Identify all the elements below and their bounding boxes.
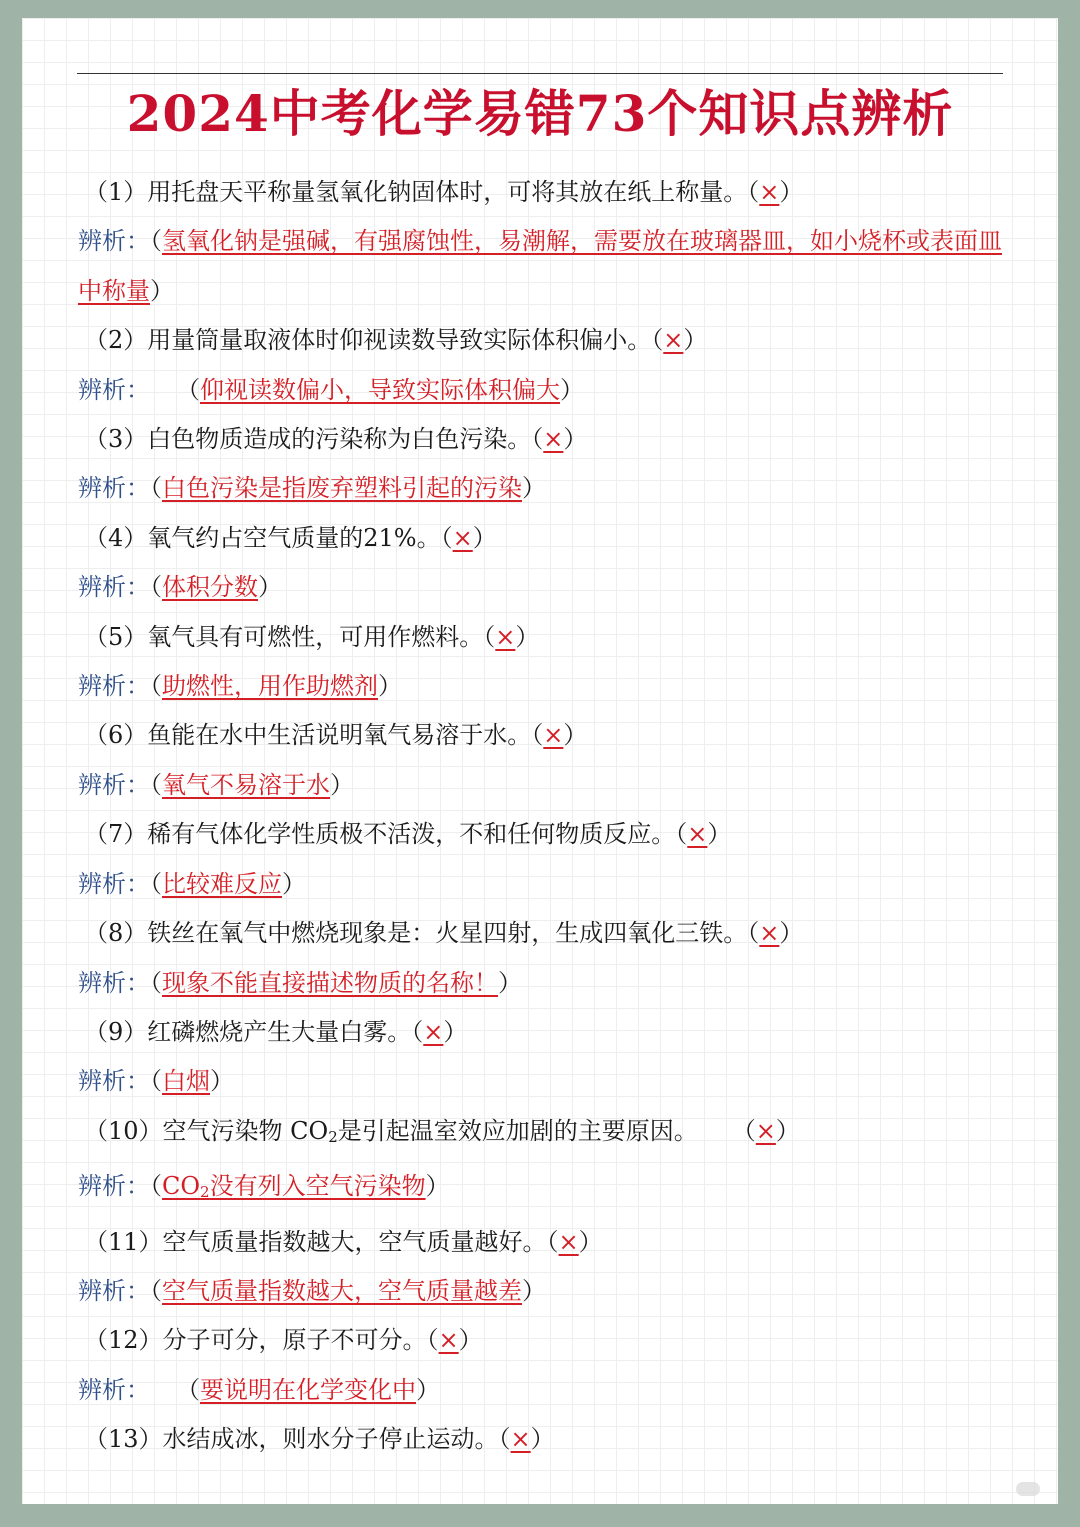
analysis-10: 辨析：（$CO_2$没有列入空气污染物） bbox=[78, 1172, 450, 1202]
analysis-12: 辨析： （要说明在化学变化中） bbox=[78, 1375, 440, 1404]
wrong-mark: × bbox=[510, 1425, 531, 1454]
wrong-mark: × bbox=[663, 326, 684, 355]
wrong-mark: × bbox=[423, 1017, 444, 1046]
question-10: （10）空气污染物 $CO_2$是引起温室效应加剧的主要原因。 （×） bbox=[84, 1116, 800, 1146]
question-4: （4）氧气约占空气质量的21%。（×） bbox=[84, 523, 497, 552]
wrong-mark: × bbox=[438, 1326, 459, 1355]
wrong-mark: × bbox=[558, 1227, 579, 1256]
question-8: （8）铁丝在氧气中燃烧现象是：火星四射，生成四氧化三铁。（×） bbox=[84, 919, 804, 948]
analysis-4: 辨析：（体积分数） bbox=[78, 573, 282, 602]
analysis-9: 辨析：（白烟） bbox=[78, 1067, 234, 1096]
analysis-7: 辨析：（比较难反应） bbox=[78, 869, 306, 898]
analysis-2: 辨析： （仰视读数偏小，导致实际体积偏大） bbox=[78, 375, 584, 404]
question-13: （13）水结成冰，则水分子停止运动。（×） bbox=[84, 1425, 555, 1454]
wrong-mark: × bbox=[687, 820, 708, 849]
analysis-11: 辨析：（空气质量指数越大，空气质量越差） bbox=[78, 1276, 546, 1305]
wrong-mark: × bbox=[755, 1116, 776, 1145]
question-1: （1）用托盘天平称量氢氧化钠固体时，可将其放在纸上称量。（×） bbox=[84, 178, 804, 206]
analysis-8: 辨析：（现象不能直接描述物质的名称！） bbox=[78, 968, 522, 997]
wrong-mark: × bbox=[452, 523, 473, 552]
analysis-5: 辨析：（助燃性，用作助燃剂） bbox=[78, 672, 402, 701]
question-7: （7）稀有气体化学性质极不活泼，不和任何物质反应。（×） bbox=[84, 820, 732, 849]
question-12: （12）分子可分，原子不可分。（×） bbox=[84, 1326, 483, 1355]
question-3: （3）白色物质造成的污染称为白色污染。（×） bbox=[84, 425, 588, 454]
wrong-mark: × bbox=[543, 721, 564, 750]
wrong-mark: × bbox=[759, 919, 780, 948]
wrong-mark: × bbox=[759, 178, 780, 206]
question-9: （9）红磷燃烧产生大量白雾。（×） bbox=[84, 1017, 468, 1046]
page-title: 2024中考化学易错73个知识点辨析 bbox=[126, 84, 954, 143]
analysis-1: 辨析：（氢氧化钠是强碱，有强腐蚀性，易潮解，需要放在玻璃器皿，如小烧杯或表面皿中称量） bbox=[78, 227, 1002, 305]
document-page bbox=[22, 18, 1058, 1504]
wrong-mark: × bbox=[495, 622, 516, 651]
question-2: （2）用量筒量取液体时仰视读数导致实际体积偏小。（×） bbox=[84, 326, 708, 355]
analysis-6: 辨析：（氧气不易溶于水） bbox=[78, 770, 354, 799]
question-11: （11）空气质量指数越大，空气质量越好。（×） bbox=[84, 1227, 603, 1256]
item-list bbox=[78, 168, 1008, 1465]
analysis-3: 辨析：（白色污染是指废弃塑料引起的污染） bbox=[78, 474, 546, 503]
wrong-mark: × bbox=[543, 425, 564, 454]
top-divider bbox=[77, 73, 1003, 74]
question-5: （5）氧气具有可燃性，可用作燃料。（×） bbox=[84, 622, 540, 651]
question-6: （6）鱼能在水中生活说明氧气易溶于水。（×） bbox=[84, 721, 588, 750]
watermark-shape bbox=[1016, 1482, 1040, 1496]
